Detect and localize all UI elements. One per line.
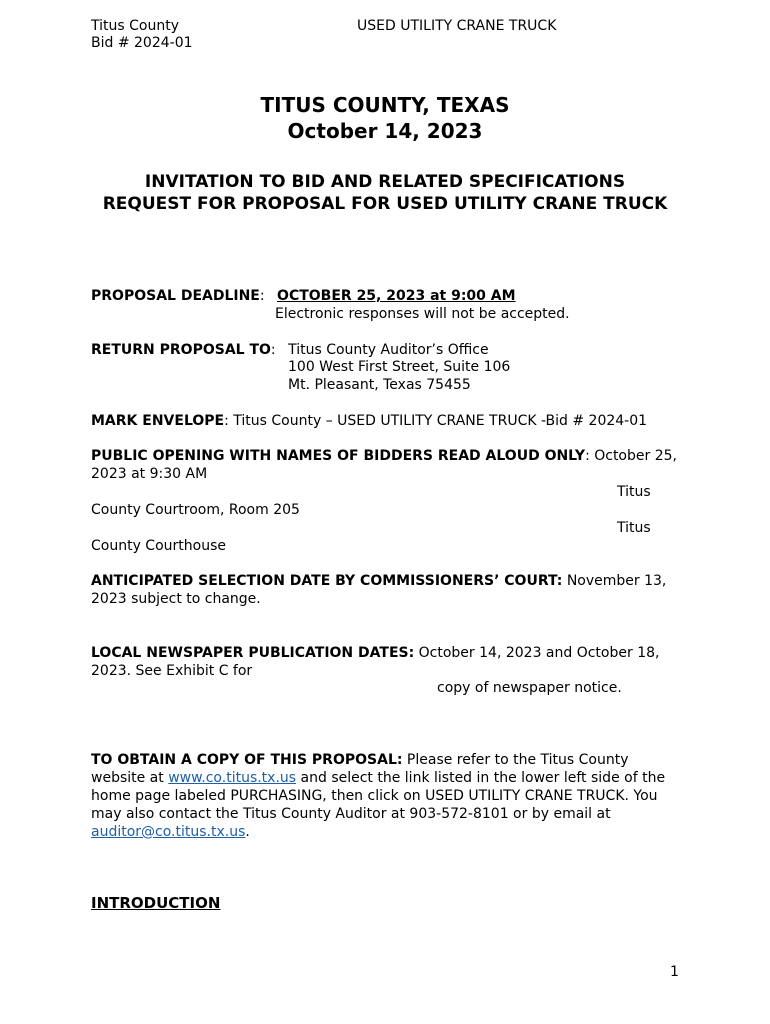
public-opening-courthouse: County Courthouse bbox=[91, 538, 226, 554]
return-city: Mt. Pleasant, Texas 75455 bbox=[288, 377, 471, 393]
obtain-website-line bbox=[91, 769, 665, 787]
obtain-text-3: home page labeled PURCHASING, then click on USED UTILITY CRANE TRUCK. You bbox=[91, 788, 658, 804]
return-street: 100 West First Street, Suite 106 bbox=[288, 359, 511, 375]
header-bid-number: Bid # 2024-01 bbox=[91, 35, 193, 51]
obtain-label: TO OBTAIN A COPY OF THIS PROPOSAL: bbox=[91, 752, 403, 768]
mark-envelope-label: MARK ENVELOPE bbox=[91, 413, 225, 429]
obtain-text-1: Please refer to the Titus County bbox=[402, 752, 629, 768]
return-line bbox=[91, 341, 489, 359]
selection-note: 2023 subject to change. bbox=[91, 591, 261, 607]
public-opening-label: PUBLIC OPENING WITH NAMES OF BIDDERS READ ALOUD ONLY bbox=[91, 448, 586, 464]
obtain-website-post: and select the link listed in the lower left side of the bbox=[296, 770, 666, 786]
obtain-website-pre: website at bbox=[91, 770, 169, 786]
public-opening-courtroom: County Courtroom, Room 205 bbox=[91, 502, 300, 518]
page-number: 1 bbox=[670, 964, 679, 980]
return-label: RETURN PROPOSAL TO bbox=[91, 342, 271, 358]
public-opening-titus-2: Titus bbox=[617, 520, 651, 536]
deadline-separator: : bbox=[259, 288, 265, 304]
mark-envelope-value: : Titus County – USED UTILITY CRANE TRUCK -Bid # 2024-01 bbox=[224, 413, 648, 429]
header-doc-title: USED UTILITY CRANE TRUCK bbox=[357, 18, 557, 34]
newspaper-exhibit: 2023. See Exhibit C for bbox=[91, 663, 253, 679]
selection-date: November 13, bbox=[562, 573, 667, 589]
return-separator: : bbox=[270, 342, 276, 358]
public-opening-date: : October 25, bbox=[585, 448, 677, 464]
email-link[interactable]: auditor@co.titus.tx.us bbox=[91, 824, 246, 840]
header-county: Titus County bbox=[91, 18, 179, 34]
public-opening-line bbox=[91, 447, 677, 465]
title-request: REQUEST FOR PROPOSAL FOR USED UTILITY CRANE TRUCK bbox=[102, 194, 668, 214]
obtain-email-line bbox=[91, 823, 250, 841]
title-county: TITUS COUNTY, TEXAS bbox=[260, 93, 510, 117]
deadline-label: PROPOSAL DEADLINE bbox=[91, 288, 260, 304]
header-left bbox=[91, 18, 193, 52]
obtain-text-4: may also contact the Titus County Auditor at 903-572-8101 or by email at bbox=[91, 806, 611, 822]
deadline-value: OCTOBER 25, 2023 at 9:00 AM bbox=[277, 288, 516, 304]
website-link[interactable]: www.co.titus.tx.us bbox=[168, 770, 297, 786]
obtain-line bbox=[91, 751, 629, 769]
title-invitation: INVITATION TO BID AND RELATED SPECIFICATIONS bbox=[144, 172, 626, 192]
deadline-line bbox=[91, 287, 516, 305]
deadline-note: Electronic responses will not be accepted. bbox=[275, 306, 570, 322]
newspaper-dates: October 14, 2023 and October 18, bbox=[414, 645, 660, 661]
selection-line bbox=[91, 572, 666, 590]
mark-envelope-line bbox=[91, 412, 647, 430]
newspaper-line bbox=[91, 644, 659, 662]
public-opening-time: 2023 at 9:30 AM bbox=[91, 466, 208, 482]
obtain-email-post: . bbox=[245, 824, 250, 840]
newspaper-copy: copy of newspaper notice. bbox=[437, 680, 622, 696]
public-opening-titus-1: Titus bbox=[617, 484, 651, 500]
title-date: October 14, 2023 bbox=[287, 119, 483, 143]
introduction-heading: INTRODUCTION bbox=[91, 894, 221, 912]
return-office: Titus County Auditor’s Office bbox=[288, 342, 489, 358]
newspaper-label: LOCAL NEWSPAPER PUBLICATION DATES: bbox=[91, 645, 415, 661]
selection-label: ANTICIPATED SELECTION DATE BY COMMISSIONERS’ COURT: bbox=[91, 573, 563, 589]
